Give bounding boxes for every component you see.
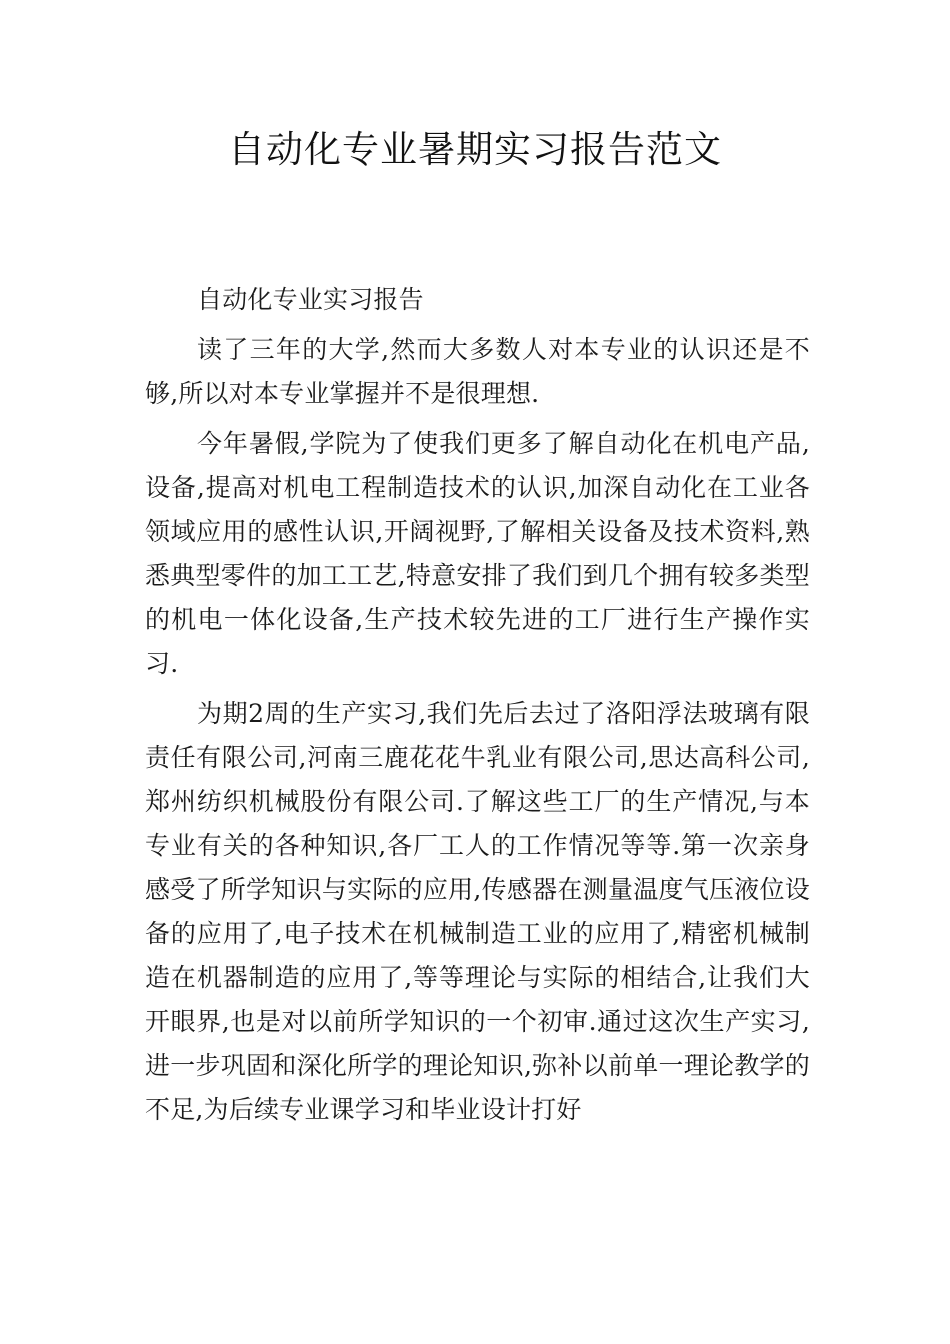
- paragraph-internship-details: 为期2周的生产实习,我们先后去过了洛阳浮法玻璃有限责任有限公司,河南三鹿花花牛乳业有限公司,思达高科公司,郑州纺织机械股份有限公司.了解这些工厂的生产情况,与本专业有关的各种知识,各厂工人的工作情况等等.第一次亲身感受了所学知识与实际的应用,传感器在测量温度气压液位设备的应用了,电子技术在机械制造工业的应用了,精密机械制造在机器制造的应用了,等等理论与实际的相结合,让我们大开眼界,也是对以前所学知识的一个初审.通过这次生产实习,进一步巩固和深化所学的理论知识,弥补以前单一理论教学的不足,为后续专业课学习和毕业设计打好: [145, 699, 810, 1124]
- paragraph-subtitle: 自动化专业实习报告: [197, 285, 424, 314]
- document-title: 自动化专业暑期实习报告范文: [228, 128, 722, 171]
- paragraph-purpose: 今年暑假,学院为了使我们更多了解自动化在机电产品,设备,提高对机电工程制造技术的认识,加深自动化在工业各领域应用的感性认识,开阔视野,了解相关设备及技术资料,熟悉典型零件的加工工艺,特意安排了我们到几个拥有较多类型的机电一体化设备,生产技术较先进的工厂进行生产操作实习.: [145, 429, 810, 678]
- document-body: [145, 278, 810, 1132]
- paragraph-intro: 读了三年的大学,然而大多数人对本专业的认识还是不够,所以对本专业掌握并不是很理想.: [145, 335, 810, 408]
